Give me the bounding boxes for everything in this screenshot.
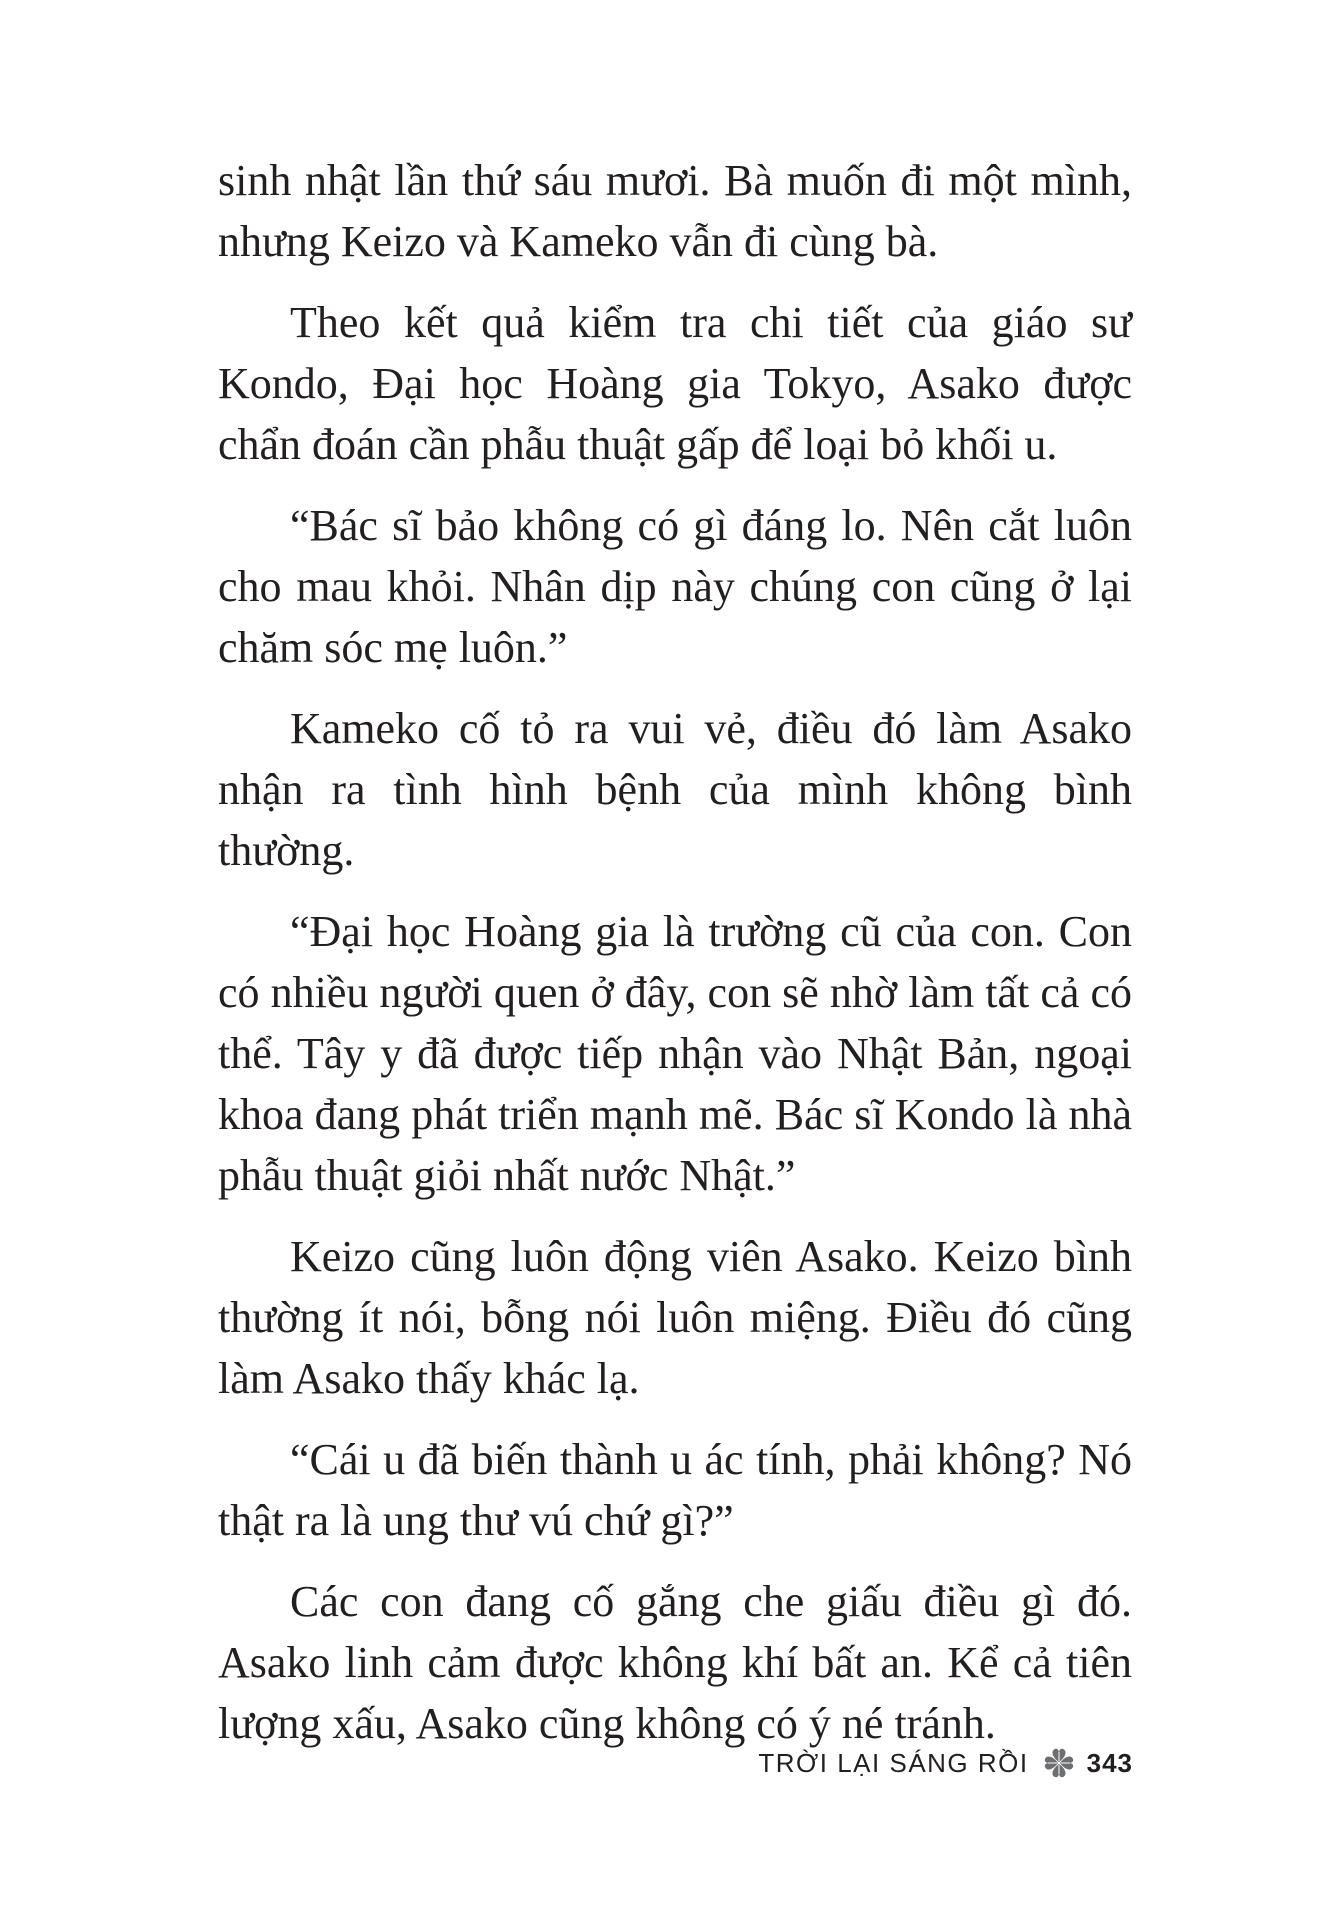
paragraph-8: Các con đang cố gắng che giấu điều gì đó. Asako linh cảm được không khí bất an. Kể cả tiên lượng xấu, Asako cũng không có ý né tránh. bbox=[218, 1577, 1132, 1748]
running-title: TRỜI LẠI SÁNG RỒI bbox=[758, 1747, 1029, 1778]
paragraph-2: Theo kết quả kiểm tra chi tiết của giáo sư Kondo, Đại học Hoàng gia Tokyo, Asako được chẩn đoán cần phẫu thuật gấp để loại bỏ khối u. bbox=[218, 298, 1132, 469]
paragraph-4: Kameko cố tỏ ra vui vẻ, điều đó làm Asako nhận ra tình hình bệnh của mình không bình thường. bbox=[218, 704, 1132, 875]
paragraph-7: “Cái u đã biến thành u ác tính, phải không? Nó thật ra là ung thư vú chứ gì?” bbox=[218, 1435, 1132, 1545]
page-number: 343 bbox=[1086, 1747, 1133, 1778]
page-body bbox=[218, 150, 1132, 1774]
clover-icon bbox=[1041, 1745, 1077, 1781]
paragraph-6: Keizo cũng luôn động viên Asako. Keizo bình thường ít nói, bỗng nói luôn miệng. Điều đó cũng làm Asako thấy khác lạ. bbox=[218, 1232, 1132, 1403]
paragraph-5: “Đại học Hoàng gia là trường cũ của con. Con có nhiều người quen ở đây, con sẽ nhờ làm tất cả có thể. Tây y đã được tiếp nhận vào Nhật Bản, ngoại khoa đang phát triển mạnh mẽ. Bác sĩ Kondo là nhà phẫu thuật giỏi nhất nước Nhật.” bbox=[218, 907, 1132, 1200]
paragraph-3: “Bác sĩ bảo không có gì đáng lo. Nên cắt luôn cho mau khỏi. Nhân dịp này chúng con cũng ở lại chăm sóc mẹ luôn.” bbox=[218, 501, 1132, 672]
page-footer bbox=[758, 1743, 1133, 1783]
paragraph-1: sinh nhật lần thứ sáu mươi. Bà muốn đi một mình, nhưng Keizo và Kameko vẫn đi cùng bà. bbox=[218, 156, 1132, 266]
